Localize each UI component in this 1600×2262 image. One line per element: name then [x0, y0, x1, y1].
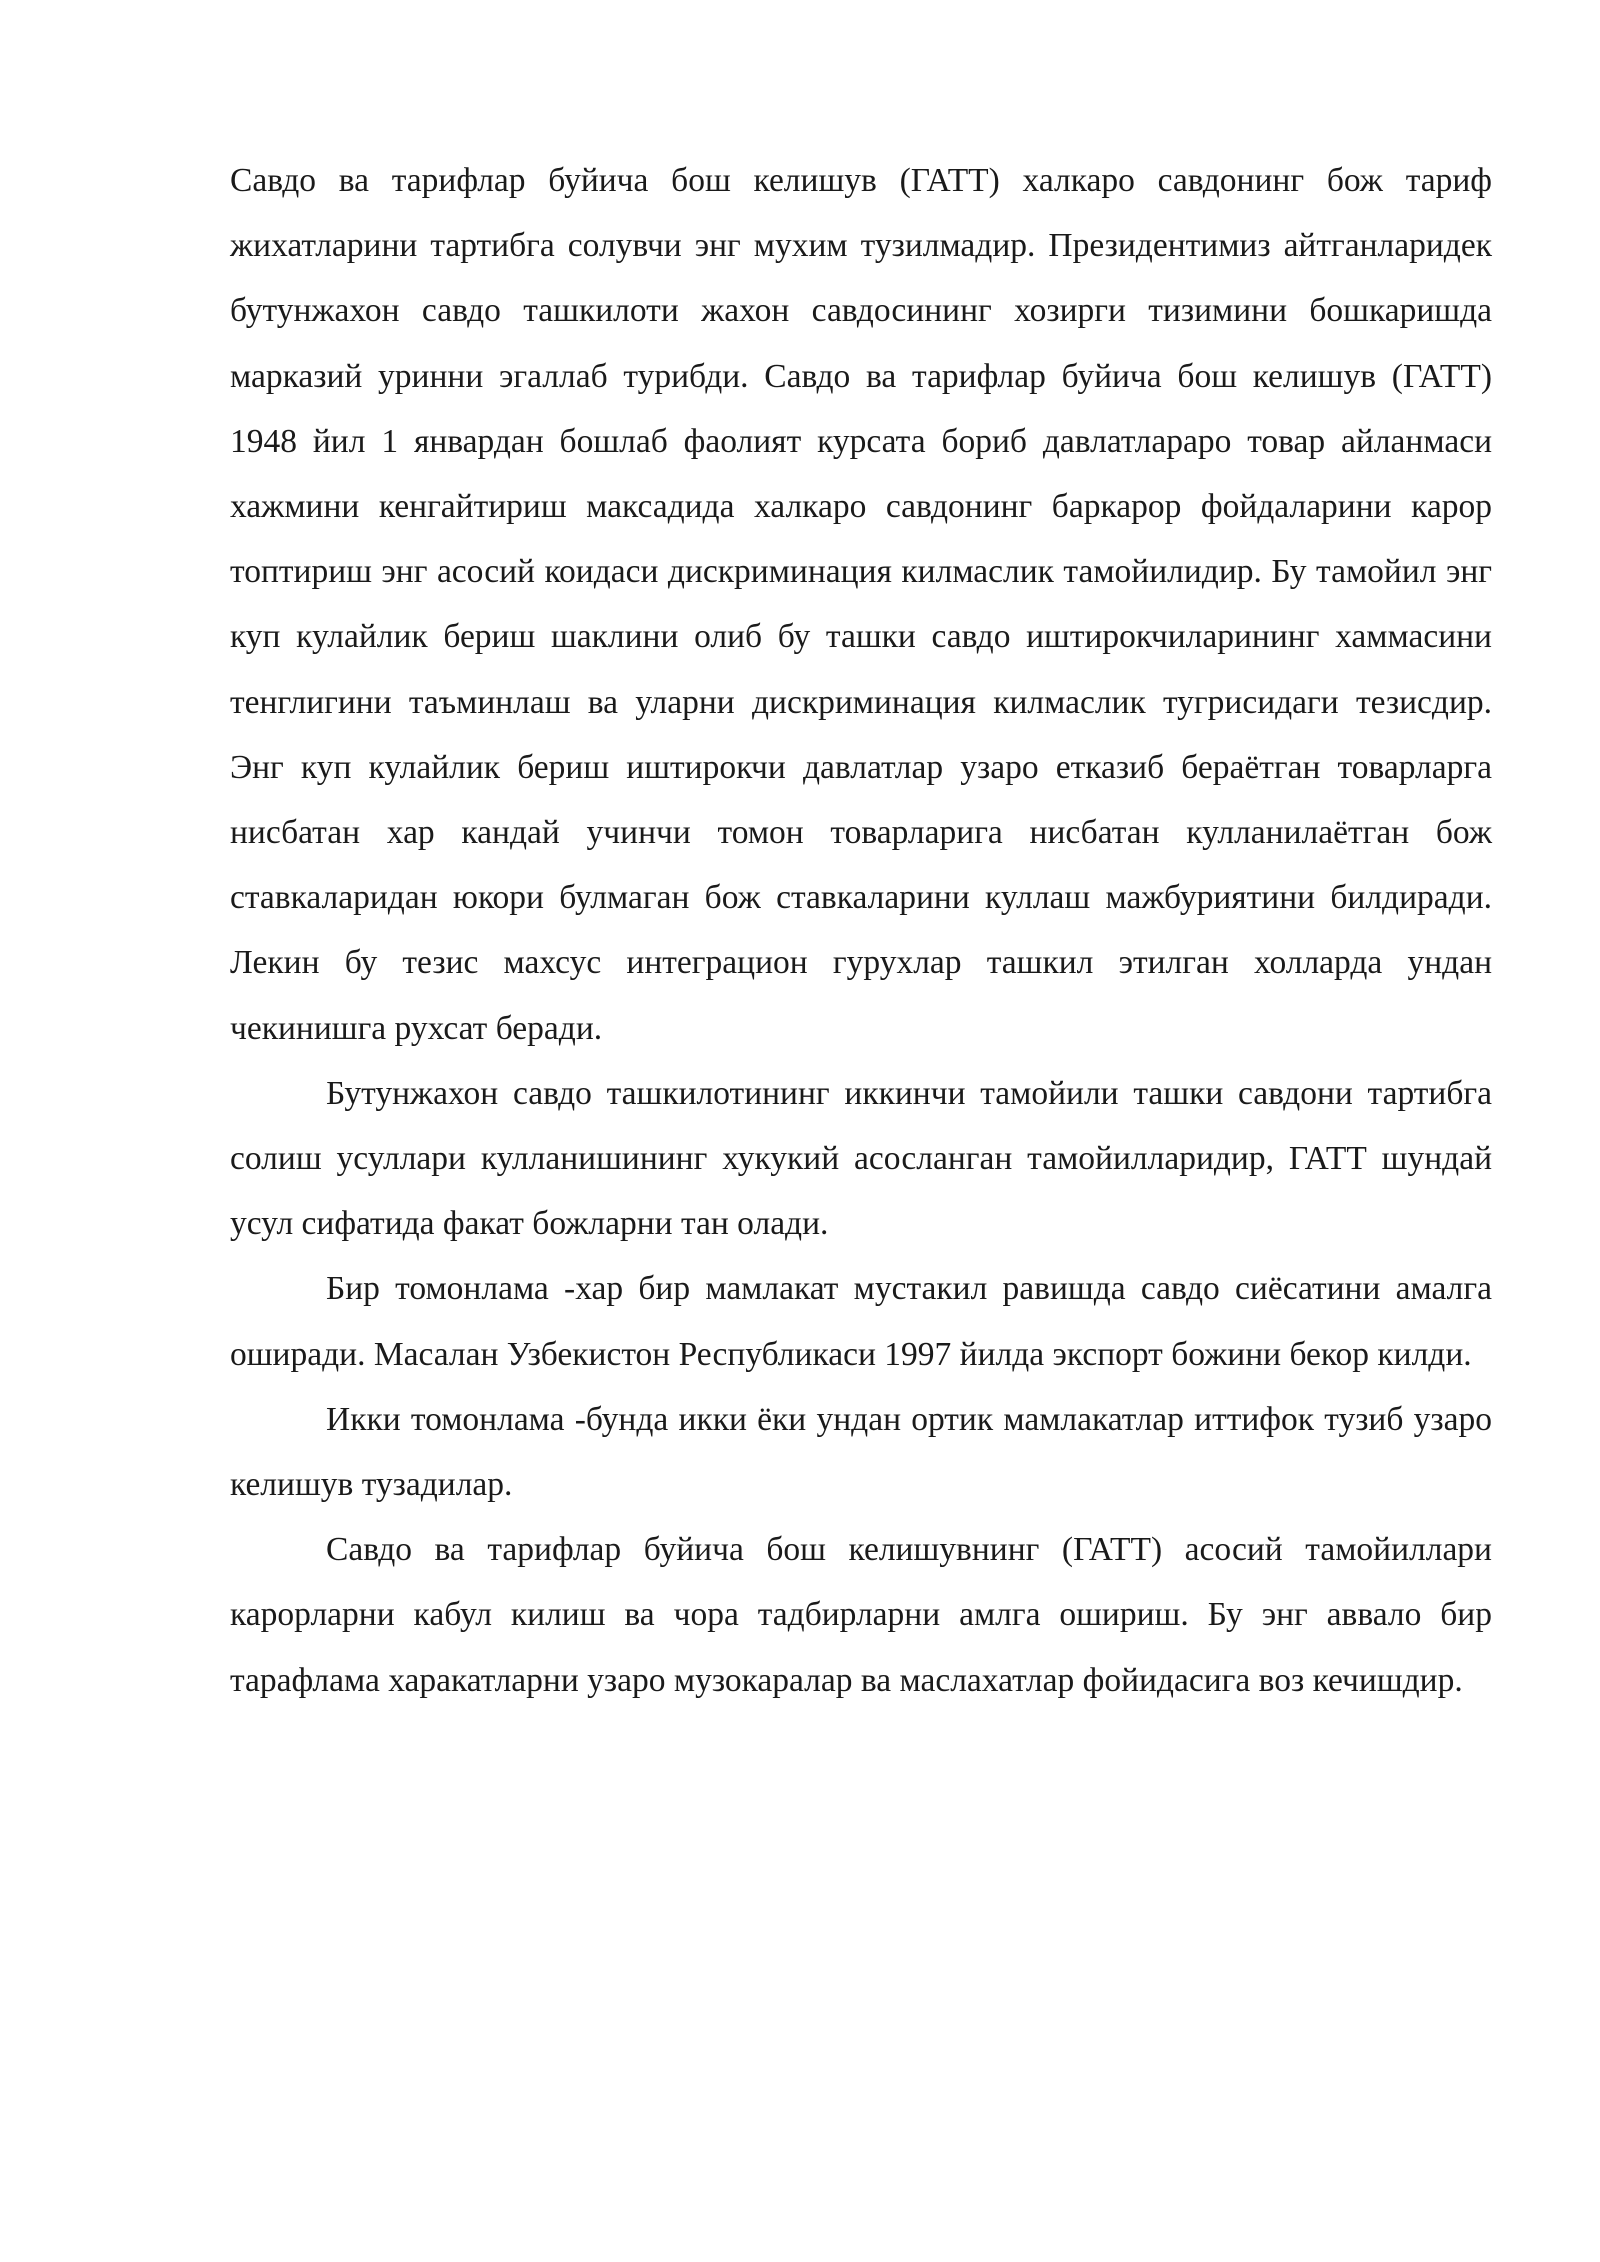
paragraph-unilateral: Бир томонлама -хар бир мамлакат мустакил равишда савдо сиёсатини амалга оширади. Масалан Узбекистон Республикаси 1997 йилда экспорт божини бекор килди. [230, 1270, 1492, 1373]
document-body [230, 148, 1492, 1713]
paragraph-second-principle: Бутунжахон савдо ташкилотининг иккинчи тамойили ташки савдони тартибга солиш усуллари кулланишининг хукукий асосланган тамойилларидир, ГАТТ шундай усул сифатида факат божларни тан олади. [230, 1074, 1492, 1243]
paragraph-bilateral: Икки томонлама -бунда икки ёки ундан ортик мамлакатлар иттифок тузиб узаро келишув тузадилар. [230, 1400, 1492, 1504]
paragraph-gatt-principles: Савдо ва тарифлар буйича бош келишувнинг (ГАТТ) асосий тамойиллари карорларни кабул килиш ва чора тадбирларни амлга ошириш. Бу энг аввало бир тарафлама харакатларни узаро музокаралар ва маслахатлар фойидасига воз кечишдир. [230, 1531, 1492, 1699]
paragraph-gatt-intro: Савдо ва тарифлар буйича бош келишув (ГАТТ) халкаро савдонинг бож тариф жихатларини тартибга солувчи энг мухим тузилмадир. Президентимиз айтганларидек бутунжахон савдо ташкилоти жахон савдосининг хозирги тизимини бошкаришда марказий уринни эгаллаб турибди. Савдо ва тарифлар буйича бош келишув (ГАТТ) 1948 йил 1 январдан бошлаб фаолият курсата бориб давлатлараро товар айланмаси хажмини кенгайтириш максадида халкаро савдонинг баркарор фойдаларини карор топтириш энг асосий коидаси дискриминация килмаслик тамойилидир. Бу тамойил энг куп кулайлик бериш шаклини олиб бу ташки савдо иштирокчиларининг хаммасини тенглигини таъминлаш ва уларни дискриминация килмаслик тугрисидаги тезисдир. Энг куп кулайлик бериш иштирокчи давлатлар узаро етказиб бераётган товарларга нисбатан хар кандай учинчи томон товарларига нисбатан кулланилаётган бож ставкаларидан юкори булмаган бож ставкаларини куллаш мажбуриятини билдиради. Лекин бу тезис махсус интеграцион гурухлар ташкил этилган холларда ундан чекинишга рухсат беради. [230, 162, 1492, 1047]
